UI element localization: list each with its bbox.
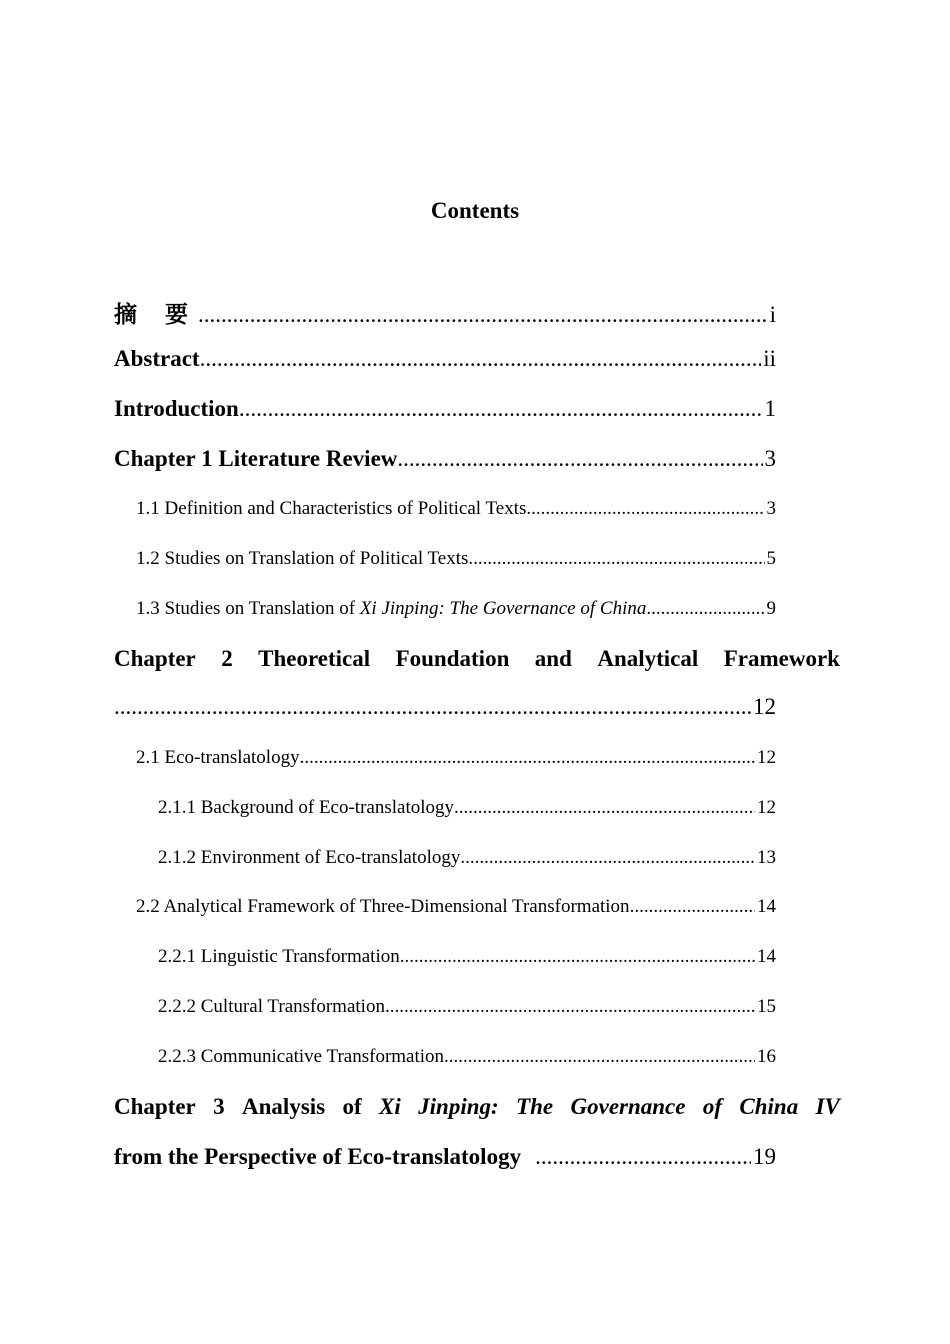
toc-entry-zhaiyao[interactable] bbox=[114, 296, 776, 329]
toc-page-number: 14 bbox=[757, 946, 776, 967]
toc-entry-chapter-1[interactable] bbox=[114, 446, 776, 472]
toc-entry-label: from the Perspective of Eco-translatology bbox=[114, 1144, 522, 1169]
toc-entry-label: 2.1 Eco-translatology bbox=[136, 747, 300, 768]
toc-entry-2-2-2[interactable] bbox=[158, 996, 776, 1018]
toc-entry-2-1-1[interactable] bbox=[158, 797, 776, 819]
word: Analysis bbox=[242, 1094, 326, 1119]
page-title: Contents bbox=[430, 198, 520, 223]
word: Analytical bbox=[597, 646, 699, 671]
word: Framework bbox=[723, 646, 840, 671]
toc-page-number: ii bbox=[763, 346, 776, 371]
word: of bbox=[342, 1094, 362, 1119]
word: Chapter bbox=[114, 1094, 196, 1119]
toc-entry-2-1[interactable] bbox=[136, 747, 776, 769]
toc-entry-introduction[interactable] bbox=[114, 396, 776, 422]
toc-entry-label: Introduction bbox=[114, 396, 239, 421]
italic-word: Xi bbox=[379, 1094, 401, 1119]
toc-page-number: 12 bbox=[753, 694, 776, 719]
word: and bbox=[534, 646, 572, 671]
dot-leader bbox=[300, 747, 755, 769]
toc-page-number: 1 bbox=[764, 396, 776, 421]
dot-leader bbox=[198, 302, 768, 328]
toc-entry-2-1-2[interactable] bbox=[158, 847, 776, 869]
dot-leader bbox=[444, 1046, 755, 1068]
dot-leader bbox=[468, 548, 764, 570]
dot-leader bbox=[114, 694, 751, 720]
toc-entry-label: 2.2.3 Communicative Transformation bbox=[158, 1046, 445, 1067]
toc-entry-label: Chapter 1 Literature Review bbox=[114, 446, 398, 471]
toc-entry-label: 2.2.2 Cultural Transformation bbox=[158, 996, 385, 1017]
dot-leader bbox=[630, 896, 755, 918]
dot-leader bbox=[646, 598, 764, 620]
toc-entry-label-italic: Xi Jinping: The Governance of China bbox=[359, 598, 647, 619]
toc-page-number: 16 bbox=[757, 1046, 776, 1067]
toc-entry-chapter-2-line-2[interactable] bbox=[114, 694, 776, 720]
toc-entry-label: 1.1 Definition and Characteristics of Political Texts bbox=[136, 498, 527, 519]
word: Theoretical bbox=[258, 646, 371, 671]
dot-leader bbox=[460, 847, 755, 869]
toc-entry-chapter-2-line-1[interactable] bbox=[114, 646, 840, 672]
toc-page-number: 5 bbox=[766, 548, 776, 569]
toc-entry-chapter-3-line-1[interactable] bbox=[114, 1094, 840, 1120]
italic-word: Jinping: bbox=[418, 1094, 499, 1119]
toc-page-number: 9 bbox=[766, 598, 776, 619]
toc-entry-label: 2.2 Analytical Framework of Three-Dimensional Transformation bbox=[136, 896, 630, 917]
toc-entry-2-2-3[interactable] bbox=[158, 1046, 776, 1068]
word: Foundation bbox=[395, 646, 510, 671]
dot-leader bbox=[454, 797, 755, 819]
dot-leader bbox=[400, 946, 755, 968]
toc-entry-label: Abstract bbox=[114, 346, 200, 371]
toc-page-number: 12 bbox=[757, 797, 776, 818]
toc-page-number: 3 bbox=[766, 498, 776, 519]
toc-entry-2-2-1[interactable] bbox=[158, 946, 776, 968]
toc-entry-abstract[interactable] bbox=[114, 346, 776, 372]
italic-word: Governance bbox=[570, 1094, 686, 1119]
dot-leader bbox=[385, 996, 755, 1018]
toc-page-number: 13 bbox=[757, 847, 776, 868]
word: 3 bbox=[213, 1094, 225, 1119]
dot-leader bbox=[526, 498, 764, 520]
toc-entry-label: 2.1.2 Environment of Eco-translatology bbox=[158, 847, 461, 868]
toc-page-number: 3 bbox=[764, 446, 776, 471]
toc-entry-1-1[interactable] bbox=[136, 498, 776, 520]
toc-page-number: 19 bbox=[753, 1144, 776, 1169]
dot-leader bbox=[535, 1144, 751, 1170]
toc-entry-2-2[interactable] bbox=[136, 896, 776, 918]
toc-entry-label: 2.2.1 Linguistic Transformation bbox=[158, 946, 400, 967]
italic-word: IV bbox=[815, 1094, 840, 1119]
dot-leader bbox=[239, 396, 763, 422]
toc-entry-1-2[interactable] bbox=[136, 548, 776, 570]
toc-entry-label: 摘 要 bbox=[114, 302, 199, 328]
dot-leader bbox=[397, 446, 762, 472]
toc-page-number: i bbox=[769, 302, 776, 327]
word: Chapter bbox=[114, 646, 196, 671]
toc-page-number: 12 bbox=[757, 747, 776, 768]
toc-entry-label: 2.1.1 Background of Eco-translatology bbox=[158, 797, 455, 818]
dot-leader bbox=[200, 346, 762, 372]
toc-entry-label: 1.2 Studies on Translation of Political Texts bbox=[136, 548, 469, 569]
toc-entry-chapter-3-line-2[interactable] bbox=[114, 1144, 776, 1170]
word: 2 bbox=[221, 646, 233, 671]
toc-page-number: 15 bbox=[757, 996, 776, 1017]
italic-word: China bbox=[739, 1094, 799, 1119]
toc-entry-label-prefix: 1.3 Studies on Translation of bbox=[136, 598, 360, 619]
italic-word: of bbox=[702, 1094, 723, 1119]
toc-entry-1-3[interactable] bbox=[136, 598, 776, 620]
italic-word: The bbox=[516, 1094, 554, 1119]
toc-page-number: 14 bbox=[757, 896, 776, 917]
